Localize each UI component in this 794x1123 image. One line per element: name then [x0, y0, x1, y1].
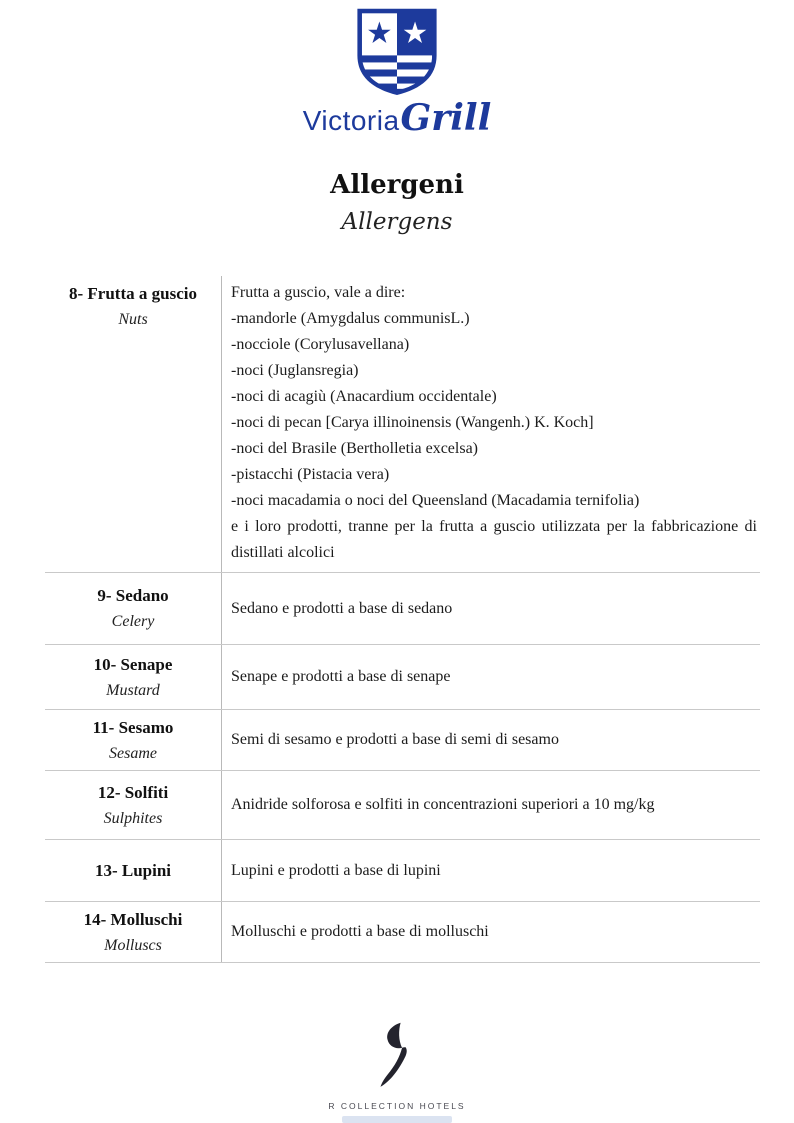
allergen-name: 14- Molluschi	[83, 909, 183, 929]
description-line: Semi di sesamo e prodotti a base di semi di sesamo	[231, 731, 559, 748]
description-line: -mandorle (Amygdalus communisL.)	[231, 310, 470, 327]
allergen-name: 12- Solfiti	[97, 782, 169, 802]
allergen-name-cell	[45, 276, 222, 572]
allergen-description-cell	[222, 710, 760, 770]
brand-logo	[0, 7, 794, 139]
allergen-name: 11- Sesamo	[92, 717, 174, 737]
allergen-description-cell	[222, 771, 760, 839]
r-collection-monogram-icon	[361, 1022, 433, 1094]
description-line: -noci (Juglansregia)	[231, 362, 359, 379]
description-line: Molluschi e prodotti a base di molluschi	[231, 923, 489, 940]
title-block	[0, 170, 794, 235]
table-row	[45, 645, 760, 710]
table-row	[45, 710, 760, 771]
allergen-name-cell	[45, 710, 222, 770]
allergen-description-cell	[222, 276, 760, 572]
allergen-table	[45, 276, 760, 963]
allergen-name-english: Celery	[111, 613, 155, 630]
allergen-name-english: Sesame	[109, 744, 157, 762]
footer-logo	[0, 1022, 794, 1111]
allergen-name-cell	[45, 902, 222, 962]
brand-wordmark	[0, 97, 794, 139]
allergen-name: 13- Lupini	[94, 860, 172, 880]
description-line: -noci del Brasile (Bertholletia excelsa)	[231, 440, 479, 457]
allergen-name-english: Nuts	[118, 311, 148, 328]
description-line: -pistacchi (Pistacia vera)	[231, 466, 390, 483]
description-line: Anidride solforosa e solfiti in concentrazioni superiori a 10 mg/kg	[231, 796, 655, 813]
description-line: Frutta a guscio, vale a dire:	[231, 284, 406, 301]
description-line: Sedano e prodotti a base di sedano	[231, 599, 453, 617]
allergen-description-cell	[222, 840, 760, 901]
description-line: e i loro prodotti, tranne per la frutta a guscio utilizzata per la fabbricazione di distillati alcolici	[231, 518, 757, 561]
allergen-description-cell	[222, 645, 760, 709]
allergen-name: 9- Sedano	[97, 586, 169, 605]
description-line: -noci macadamia o noci del Queensland (Macadamia ternifolia)	[231, 492, 640, 509]
footer-brand-label: R COLLECTION HOTELS	[328, 1101, 466, 1111]
page-bottom-accent	[342, 1116, 452, 1123]
allergen-name-cell	[45, 840, 222, 901]
description-line: -noci di pecan [Carya illinoinensis (Wangenh.) K. Koch]	[231, 414, 594, 431]
allergen-description-cell	[222, 573, 760, 644]
allergen-name-cell	[45, 771, 222, 839]
description-line: -nocciole (Corylusavellana)	[231, 336, 410, 353]
allergen-name-cell	[45, 645, 222, 709]
table-row	[45, 840, 760, 902]
allergen-name-english: Molluscs	[104, 936, 162, 954]
allergen-name-english: Sulphites	[103, 809, 163, 827]
description-line: -noci di acagiù (Anacardium occidentale)	[231, 388, 497, 405]
brand-name-grill: Grill	[400, 97, 492, 139]
allergen-name-cell	[45, 573, 222, 644]
allergen-description-cell	[222, 902, 760, 962]
page-title: Allergeni	[330, 170, 464, 200]
table-row	[45, 573, 760, 645]
victoria-grill-shield-icon	[353, 7, 441, 95]
allergen-name: 8- Frutta a guscio	[69, 284, 197, 303]
allergen-name-english: Mustard	[106, 681, 160, 699]
table-row	[45, 902, 760, 963]
allergen-name: 10- Senape	[93, 654, 173, 674]
page-subtitle: Allergens	[341, 209, 453, 235]
brand-name-victoria: Victoria	[302, 105, 400, 136]
description-line: Lupini e prodotti a base di lupini	[231, 861, 441, 879]
description-line: Senape e prodotti a base di senape	[231, 668, 451, 685]
table-row	[45, 276, 760, 573]
table-row	[45, 771, 760, 840]
